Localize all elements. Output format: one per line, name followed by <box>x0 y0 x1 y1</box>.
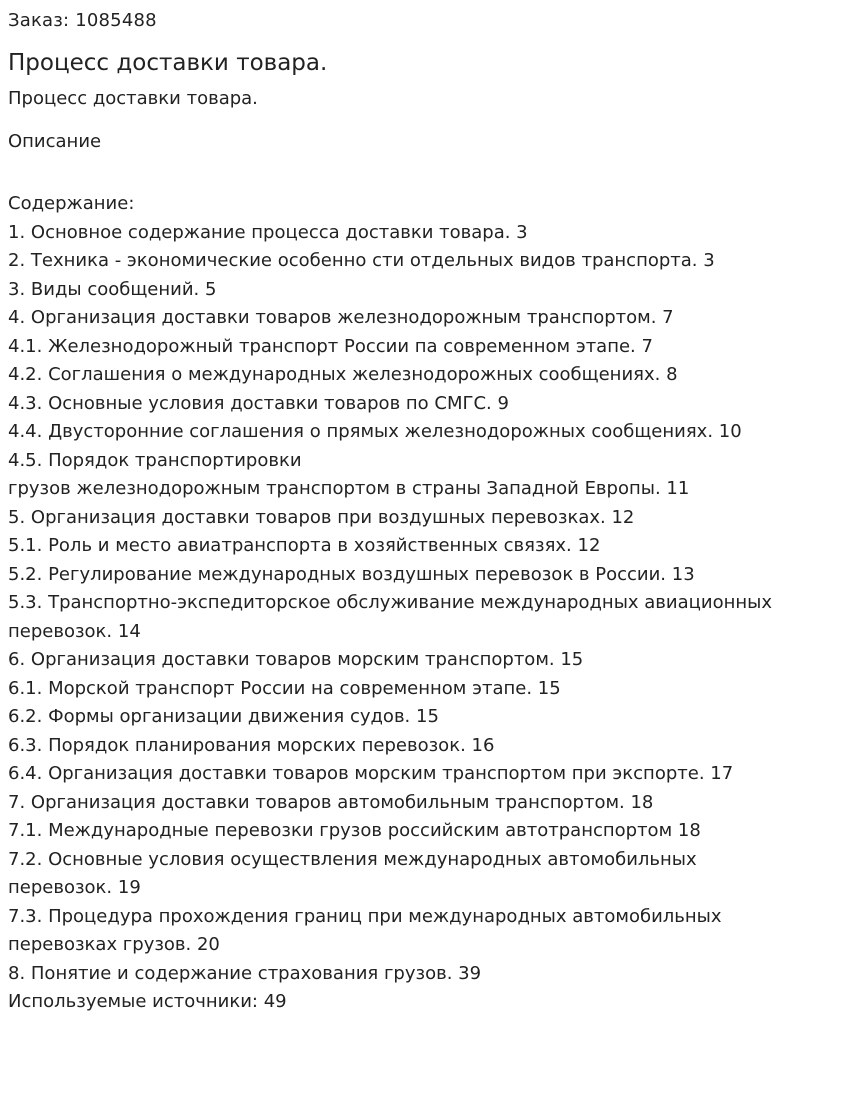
toc-item: перевозок. 19 <box>8 877 141 898</box>
toc-item: 6. Организация доставки товаров морским транспортом. 15 <box>8 649 584 670</box>
toc-item: 5.2. Регулирование международных воздушных перевозок в России. 13 <box>8 563 695 585</box>
toc-item: 5.1. Роль и место авиатранспорта в хозяйственных связях. 12 <box>8 535 601 556</box>
toc-item: 5.3. Транспортно-экспедиторское обслуживание международных авиационных <box>8 592 773 613</box>
toc-item: 2. Техника - экономические особенно сти отдельных видов транспорта. 3 <box>8 250 715 271</box>
toc-item: 7.2. Основные условия осуществления международных автомобильных <box>8 848 697 870</box>
toc-item: грузов железнодорожным транспортом в страны Западной Европы. 11 <box>8 478 690 499</box>
toc-item: 7. Организация доставки товаров автомобильным транспортом. 18 <box>8 791 654 813</box>
toc-item: 4. Организация доставки товаров железнодорожным транспортом. 7 <box>8 307 674 328</box>
toc-item: 7.3. Процедура прохождения границ при международных автомобильных <box>8 905 722 927</box>
toc-list <box>8 219 838 989</box>
toc-item: перевозок. 14 <box>8 620 141 642</box>
toc-item: 6.4. Организация доставки товаров морским транспортом при экспорте. 17 <box>8 763 734 784</box>
table-of-contents <box>8 190 838 1017</box>
description-label: Описание <box>8 131 102 152</box>
sources-line: Используемые источники: 49 <box>8 991 287 1012</box>
toc-item: перевозках грузов. 20 <box>8 934 220 955</box>
toc-item: 6.3. Порядок планирования морских перевозок. 16 <box>8 734 495 756</box>
toc-item: 4.1. Железнодорожный транспорт России па современном этапе. 7 <box>8 335 653 357</box>
toc-item: 4.3. Основные условия доставки товаров по СМГС. 9 <box>8 392 509 414</box>
toc-heading: Содержание: <box>8 193 135 214</box>
toc-item: 6.1. Морской транспорт России на современном этапе. 15 <box>8 677 561 699</box>
toc-item: 4.5. Порядок транспортировки <box>8 449 302 471</box>
toc-item: 4.2. Соглашения о международных железнодорожных сообщениях. 8 <box>8 364 678 385</box>
page-title: Процесс доставки товара. <box>8 50 328 76</box>
toc-item: 5. Организация доставки товаров при воздушных перевозках. 12 <box>8 506 635 528</box>
toc-item: 3. Виды сообщений. 5 <box>8 278 217 300</box>
toc-item: 6.2. Формы организации движения судов. 15 <box>8 706 439 727</box>
order-number: Заказ: 1085488 <box>8 10 157 31</box>
page-subtitle: Процесс доставки товара. <box>8 88 258 109</box>
toc-item: 8. Понятие и содержание страхования грузов. 39 <box>8 962 482 984</box>
toc-item: 7.1. Международные перевозки грузов российским автотранспортом 18 <box>8 820 701 841</box>
toc-item: 1. Основное содержание процесса доставки товара. 3 <box>8 221 528 243</box>
toc-item: 4.4. Двусторонние соглашения о прямых железнодорожных сообщениях. 10 <box>8 421 742 442</box>
